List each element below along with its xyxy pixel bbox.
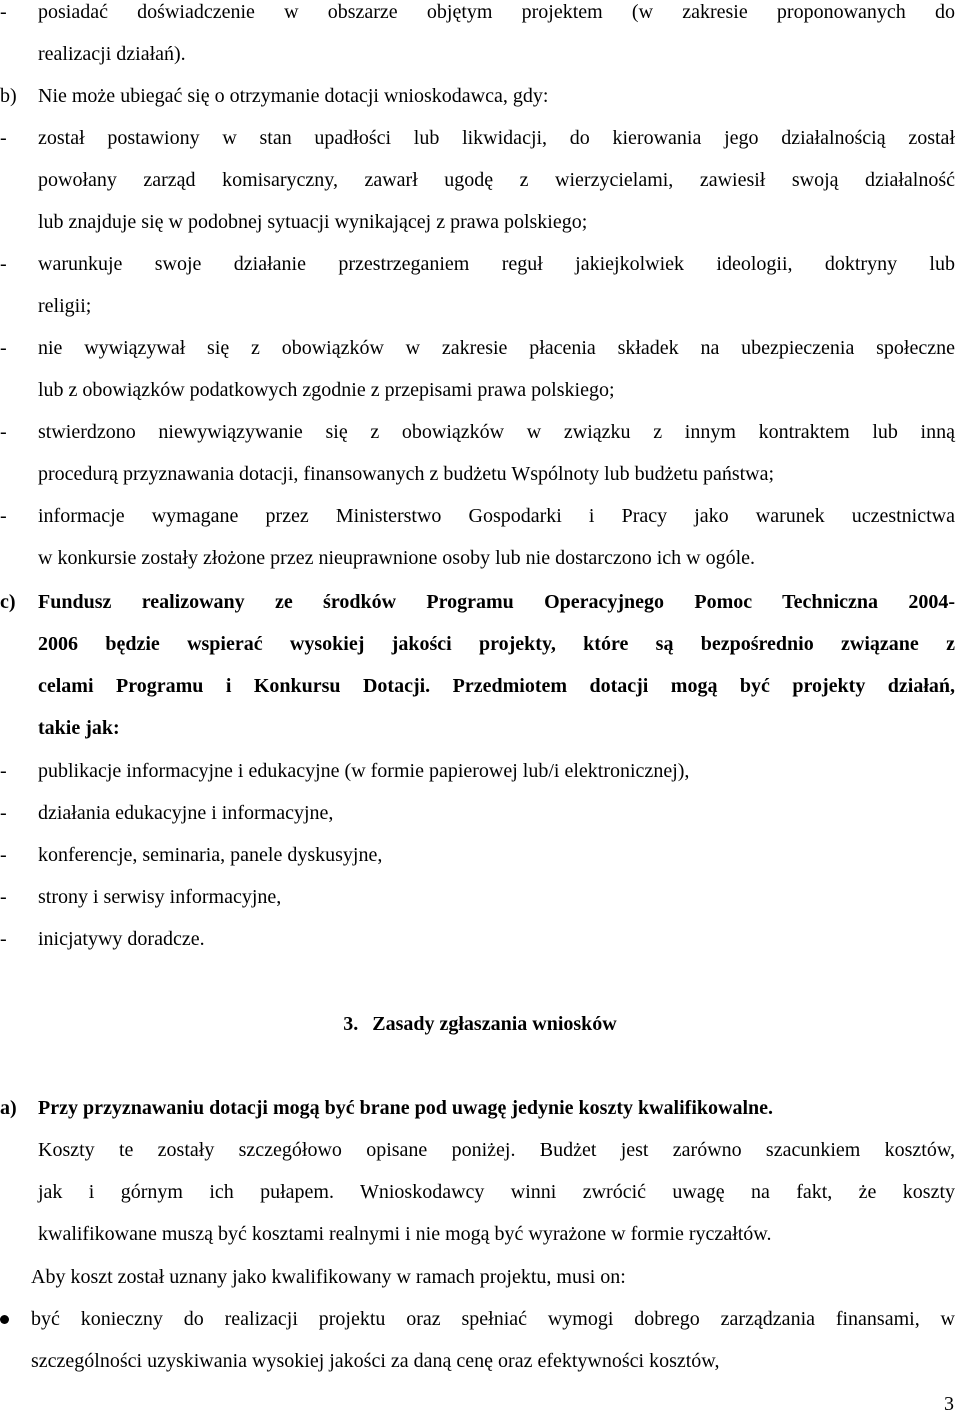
- list-dash: -: [0, 928, 7, 950]
- list-dash: -: [0, 127, 7, 149]
- text-line: Koszty te zostały szczegółowo opisane poniżej. Budżet jest zarówno szacunkiem kosztów,: [38, 1139, 955, 1161]
- section-title: Przy przyznawaniu dotacji mogą być brane pod uwagę jedynie koszty kwalifikowalne.: [38, 1097, 773, 1119]
- text-line: konferencje, seminaria, panele dyskusyjne,: [38, 844, 383, 866]
- list-dash: -: [0, 505, 7, 527]
- text-line: powołany zarząd komisaryczny, zawarł ugodę z wierzycielami, zawiesił swoją działalność: [38, 169, 955, 191]
- text-line: jak i górnym ich pułapem. Wnioskodawcy winni zwrócić uwagę na fakt, że koszty: [38, 1181, 955, 1203]
- text-line: stwierdzono niewywiązywanie się z obowiązków w związku z innym kontraktem lub inną: [38, 421, 955, 443]
- section-marker: a): [0, 1097, 17, 1119]
- section-heading: [0, 1003, 960, 1045]
- section-number: 3.: [343, 1013, 359, 1035]
- text-line: lub z obowiązków podatkowych zgodnie z przepisami prawa polskiego;: [38, 379, 615, 401]
- text-line: Aby koszt został uznany jako kwalifikowany w ramach projektu, musi on:: [31, 1266, 626, 1288]
- section-marker: b): [0, 85, 17, 107]
- list-dash: -: [0, 760, 7, 782]
- list-dash: -: [0, 886, 7, 908]
- list-dash: -: [0, 253, 7, 275]
- text-line: działania edukacyjne i informacyjne,: [38, 802, 334, 824]
- bullet-icon: [0, 1315, 9, 1324]
- section-marker: c): [0, 591, 16, 613]
- text-line: Fundusz realizowany ze środków Programu Operacyjnego Pomoc Techniczna 2004-: [38, 591, 955, 613]
- list-dash: -: [0, 337, 7, 359]
- text-line: być konieczny do realizacji projektu oraz spełniać wymogi dobrego zarządzania finansami, w: [31, 1308, 955, 1330]
- page-number: 3: [944, 1393, 954, 1415]
- text-line: informacje wymagane przez Ministerstwo Gospodarki i Pracy jako warunek uczestnictwa: [38, 505, 955, 527]
- text-line: takie jak:: [38, 717, 120, 739]
- text-line: religii;: [38, 295, 92, 317]
- text-line: nie wywiązywał się z obowiązków w zakresie płacenia składek na ubezpieczenia społeczne: [38, 337, 955, 359]
- text-line: został postawiony w stan upadłości lub likwidacji, do kierowania jego działalnością został: [38, 127, 955, 149]
- text-line: realizacji działań).: [38, 43, 186, 65]
- list-dash: -: [0, 1, 7, 23]
- text-line: publikacje informacyjne i edukacyjne (w formie papierowej lub/i elektronicznej),: [38, 760, 690, 782]
- text-line: celami Programu i Konkursu Dotacji. Przedmiotem dotacji mogą być projekty działań,: [38, 675, 955, 697]
- text-line: inicjatywy doradcze.: [38, 928, 205, 950]
- text-line: kwalifikowane muszą być kosztami realnymi i nie mogą być wyrażone w formie ryczałtów.: [38, 1223, 772, 1245]
- text-line: lub znajduje się w podobnej sytuacji wynikającej z prawa polskiego;: [38, 211, 588, 233]
- list-dash: -: [0, 421, 7, 443]
- text-line: posiadać doświadczenie w obszarze objętym projektem (w zakresie proponowanych do: [38, 1, 955, 23]
- section-title: Nie może ubiegać się o otrzymanie dotacji wnioskodawca, gdy:: [38, 85, 549, 107]
- section-title: Zasady zgłaszania wniosków: [372, 1013, 617, 1035]
- text-line: w konkursie zostały złożone przez nieuprawnione osoby lub nie dostarczono ich w ogóle.: [38, 547, 756, 569]
- text-line: warunkuje swoje działanie przestrzeganiem reguł jakiejkolwiek ideologii, doktryny lub: [38, 253, 955, 275]
- text-line: 2006 będzie wspierać wysokiej jakości projekty, które są bezpośrednio związane z: [38, 633, 955, 655]
- text-line: strony i serwisy informacyjne,: [38, 886, 282, 908]
- text-line: szczególności uzyskiwania wysokiej jakości za daną cenę oraz efektywności kosztów,: [31, 1350, 720, 1372]
- list-dash: -: [0, 844, 7, 866]
- list-dash: -: [0, 802, 7, 824]
- text-line: procedurą przyznawania dotacji, finansowanych z budżetu Wspólnoty lub budżetu państwa;: [38, 463, 775, 485]
